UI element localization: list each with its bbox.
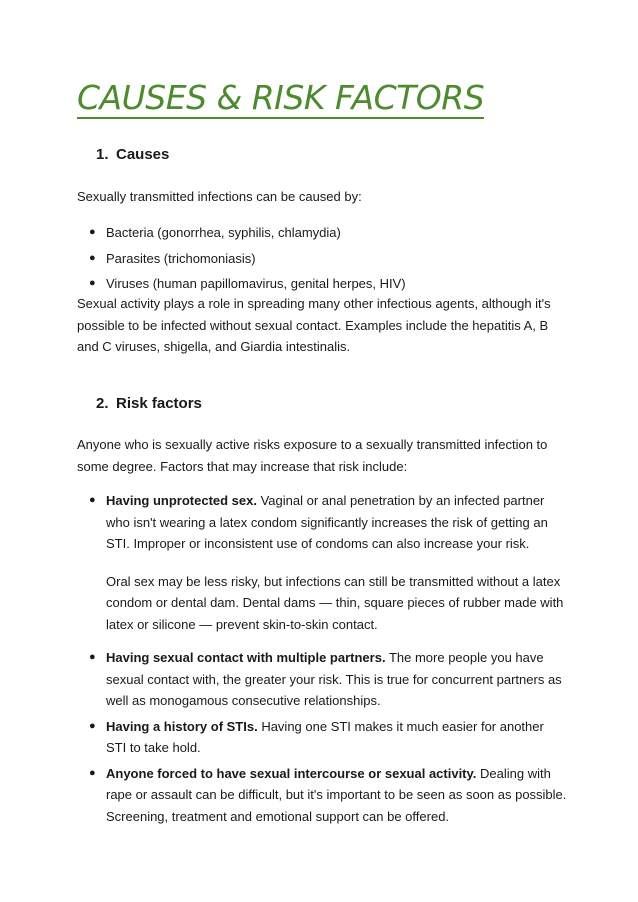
list-item: ● Bacteria (gonorrhea, syphilis, chlamydia) <box>77 222 567 244</box>
bullet-icon: ● <box>89 651 96 663</box>
list-item: ● Anyone forced to have sexual intercourse or sexual activity. Dealing with rape or assault can be difficult, but it's important to be seen as soon as possible. Screening, treatment and emotional support can be offered. <box>77 763 567 828</box>
risk-factors-list <box>77 490 567 827</box>
causes-paragraph: Sexual activity plays a role in spreading many other infectious agents, although it's possible to be infected without sexual contact. Examples include the hepatitis A, B and C viruses, shigella, and Giardia intestinalis. <box>77 296 551 354</box>
bullet-icon: ● <box>89 226 96 238</box>
section-title: Causes <box>116 146 170 163</box>
bullet-icon: ● <box>89 766 96 779</box>
bullet-icon: ● <box>89 251 96 264</box>
page-title: CAUSES & RISK FACTORS <box>77 78 485 117</box>
list-item: ● Having sexual contact with multiple partners. The more people you have sexual contact with, the greater your risk. This is true for concurrent partners as well as monogamous consecutive relationships. <box>77 647 567 712</box>
section-number: 2. <box>96 395 109 412</box>
list-item: ● Having unprotected sex. Vaginal or anal penetration by an infected partner who isn't wearing a latex condom significantly increases the risk of getting an STI. Improper or inconsistent use of condoms can also increase your risk. Oral sex may be less risky, but infections can still be transmitted without a latex condom or dental dam. Dental dams — thin, square pieces of rubber made with latex or silicone — prevent skin-to-skin contact. <box>77 490 567 635</box>
list-item-note: Oral sex may be less risky, but infections can still be transmitted without a latex condom or dental dam. Dental dams — thin, square pieces of rubber made with latex or silicone — prevent skin-to-skin contact. <box>106 573 564 632</box>
list-item: ● Having a history of STIs. Having one STI makes it much easier for another STI to take hold. <box>77 716 567 759</box>
list-item: ● Viruses (human papillomavirus, genital herpes, HIV) <box>77 273 567 295</box>
causes-list <box>77 222 567 295</box>
causes-intro: Sexually transmitted infections can be caused by: <box>77 189 362 204</box>
bullet-icon: ● <box>89 494 96 506</box>
section-title: Risk factors <box>116 395 202 412</box>
list-item: ● Parasites (trichomoniasis) <box>77 248 567 270</box>
section-heading-causes <box>96 146 169 163</box>
section-number: 1. <box>96 146 109 163</box>
risk-intro: Anyone who is sexually active risks exposure to a sexually transmitted infection to some degree. Factors that may increase that risk include: <box>77 437 548 474</box>
section-heading-risk-factors <box>96 395 202 412</box>
bullet-icon: ● <box>89 277 96 289</box>
bullet-icon: ● <box>89 719 96 732</box>
